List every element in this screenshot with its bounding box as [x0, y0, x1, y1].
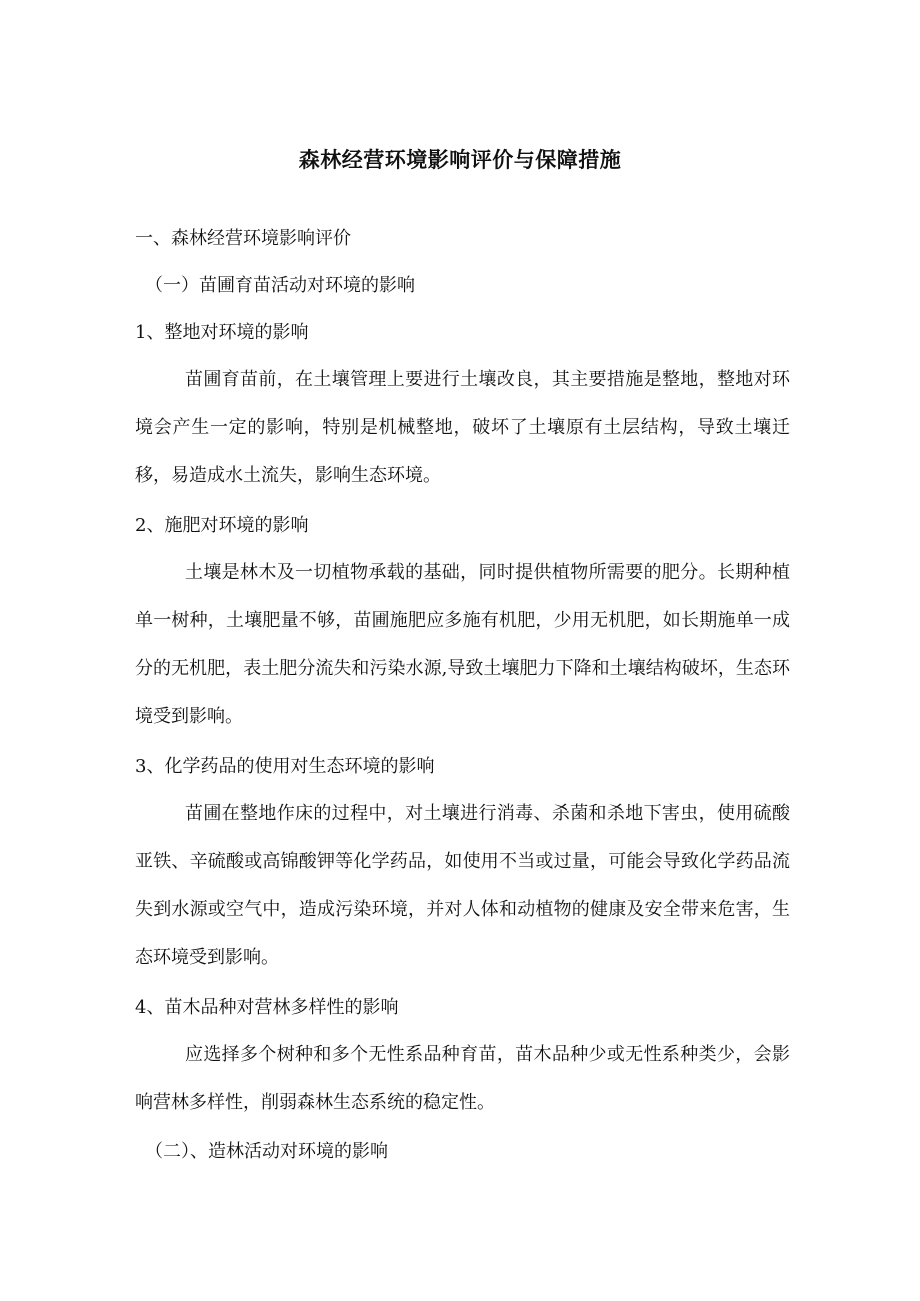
subsection-heading-2: （二）、造林活动对环境的影响 [145, 1141, 388, 1162]
item-heading-2: 2、施肥对环境的影响 [135, 515, 309, 536]
section-heading-1: 一、森林经营环境影响评价 [135, 228, 351, 249]
item-heading-4: 4、苗木品种对营林多样性的影响 [135, 997, 399, 1018]
document-title: 森林经营环境影响评价与保障措施 [298, 148, 622, 172]
item-body-3: 苗圃在整地作床的过程中，对土壤进行消毒、杀菌和杀地下害虫，使用硫酸亚铁、辛硫酸或高锦酸钾等化学药品，如使用不当或过量，可能会导致化学药品流失到水源或空气中，造成污染环境，并对人体和动植物的健康及安全带来危害，生态环境受到影响。 [135, 803, 790, 968]
subsection-heading-1: （一）苗圃育苗活动对环境的影响 [145, 275, 415, 296]
item-body-1: 苗圃育苗前，在土壤管理上要进行土壤改良，其主要措施是整地，整地对环境会产生一定的影响，特别是机械整地，破坏了土壤原有土层结构，导致土壤迁移，易造成水土流失，影响生态环境。 [135, 369, 790, 486]
item-body-4: 应选择多个树种和多个无性系品种育苗，苗木品种少或无性系种类少，会影响营林多样性，削弱森林生态系统的稳定性。 [135, 1044, 790, 1113]
item-heading-1: 1、整地对环境的影响 [135, 322, 309, 343]
item-heading-3: 3、化学药品的使用对生态环境的影响 [135, 756, 435, 777]
item-body-2: 土壤是林木及一切植物承载的基础，同时提供植物所需要的肥分。长期种植单一树种，土壤肥量不够，苗圃施肥应多施有机肥，少用无机肥，如长期施单一成分的无机肥，表土肥分流失和污染水源,导致土壤肥力下降和土壤结构破坏，生态环境受到影响。 [135, 562, 790, 727]
